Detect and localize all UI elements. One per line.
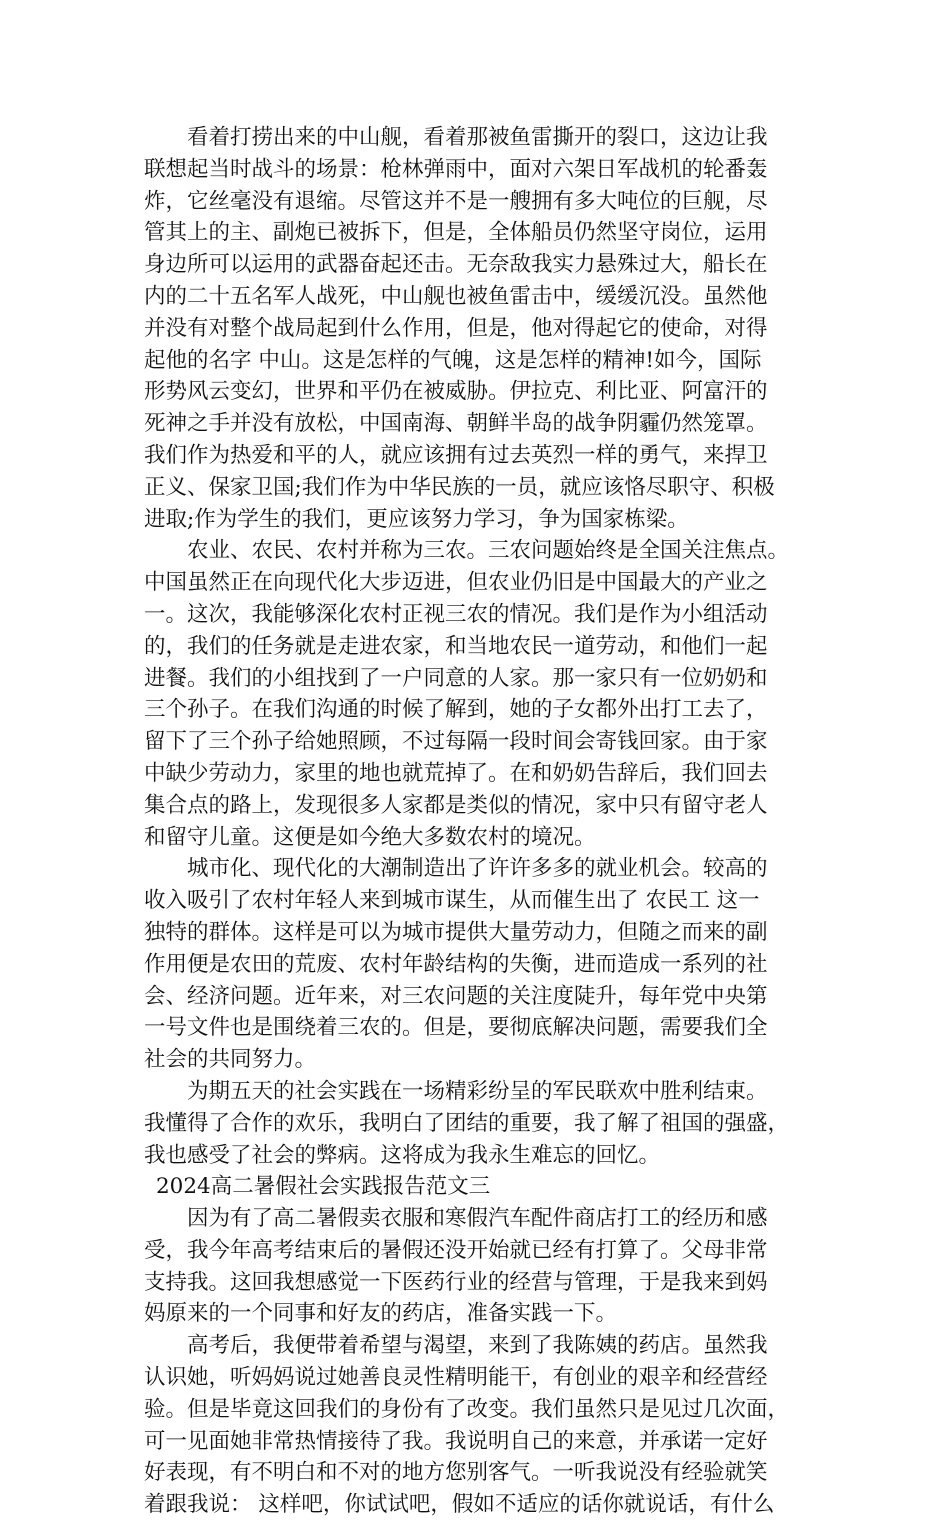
- paragraph-line: 中国虽然正在向现代化大步迈进，但农业仍旧是中国最大的产业之: [144, 570, 768, 596]
- paragraph-line: 看着打捞出来的中山舰，看着那被鱼雷撕开的裂口，这边让我: [187, 125, 768, 150]
- paragraph-line: 社会的共同努力。: [144, 1047, 317, 1073]
- paragraph-line: 留下了三个孙子给她照顾，不过每隔一段时间会寄钱回家。由于家: [144, 729, 768, 755]
- paragraph-line: 中缺少劳动力，家里的地也就荒掉了。在和奶奶告辞后，我们回去: [144, 760, 768, 786]
- paragraph-line: 起他的名字 中山。这是怎样的气魄，这是怎样的精神!如今，国际: [144, 347, 762, 373]
- paragraph-line: 作用便是农田的荒废、农村年龄结构的失衡，进而造成一系列的社: [144, 951, 768, 977]
- paragraph-line: 因为有了高二暑假卖衣服和寒假汽车配件商店打工的经历和感: [187, 1206, 768, 1232]
- paragraph-line: 死神之手并没有放松，中国南海、朝鲜半岛的战争阴霾仍然笼罩。: [144, 411, 768, 437]
- body-text: [144, 122, 814, 1521]
- paragraph-line: 三个孙子。在我们沟通的时候了解到，她的子女都外出打工去了，: [144, 697, 768, 723]
- paragraph-line: 进取;作为学生的我们，更应该努力学习，争为国家栋梁。: [144, 506, 689, 532]
- paragraph-line: 集合点的路上，发现很多人家都是类似的情况，家中只有留守老人: [144, 792, 768, 818]
- paragraph-line: 身边所可以运用的武器奋起还击。无奈敌我实力悬殊过大，船长在: [144, 252, 768, 278]
- paragraph-line: 内的二十五名军人战死，中山舰也被鱼雷击中，缓缓沉没。虽然他: [144, 283, 768, 309]
- paragraph-line: 验。但是毕竟这回我们的身份有了改变。我们虽然只是见过几次面，: [144, 1396, 790, 1422]
- paragraph-line: 一。这次，我能够深化农村正视三农的情况。我们是作为小组活动: [144, 601, 768, 627]
- paragraph-line: 一号文件也是围绕着三农的。但是，要彻底解决问题，需要我们全: [144, 1015, 768, 1041]
- paragraph-line: 的，我们的任务就是走进农家，和当地农民一道劳动，和他们一起: [144, 633, 768, 659]
- paragraph-line: 管其上的主、副炮已被拆下，但是，全体船员仍然坚守岗位，运用: [144, 220, 768, 246]
- paragraph-line: 认识她，听妈妈说过她善良灵性精明能干，有创业的艰辛和经营经: [144, 1365, 768, 1391]
- paragraph-line: 可一见面她非常热情接待了我。我说明自己的来意，并承诺一定好: [144, 1428, 768, 1454]
- paragraph-line: 联想起当时战斗的场景：枪林弹雨中，面对六架日军战机的轮番轰: [144, 156, 768, 182]
- paragraph-line: 和留守儿童。这便是如今绝大多数农村的境况。: [144, 824, 596, 850]
- paragraph-line: 农业、农民、农村并称为三农。三农问题始终是全国关注焦点。: [187, 538, 790, 564]
- paragraph-line: 我懂得了合作的欢乐，我明白了团结的重要，我了解了祖国的强盛，: [144, 1110, 790, 1136]
- paragraph-line: 支持我。这回我想感觉一下医药行业的经营与管理，于是我来到妈: [144, 1269, 768, 1295]
- paragraph-line: 受，我今年高考结束后的暑假还没开始就已经有打算了。父母非常: [144, 1237, 768, 1263]
- paragraph-line: 我们作为热爱和平的人，就应该拥有过去英烈一样的勇气，来捍卫: [144, 442, 768, 468]
- paragraph-line: 收入吸引了农村年轻人来到城市谋生，从而催生出了 农民工 这一: [144, 888, 760, 914]
- paragraph-line: 并没有对整个战局起到什么作用，但是，他对得起它的使命，对得: [144, 315, 768, 341]
- section-heading: 2024高二暑假社会实践报告范文三: [156, 1174, 491, 1200]
- paragraph-line: 会、经济问题。近年来，对三农问题的关注度陡升，每年党中央第: [144, 983, 768, 1009]
- paragraph-line: 妈原来的一个同事和好友的药店，准备实践一下。: [144, 1301, 618, 1327]
- paragraph-line: 着跟我说： 这样吧，你试试吧，假如不适应的话你就说话，有什么: [144, 1492, 775, 1518]
- paragraph-line: 独特的群体。这样是可以为城市提供大量劳动力，但随之而来的副: [144, 919, 768, 945]
- paragraph-line: 高考后，我便带着希望与渴望，来到了我陈姨的药店。虽然我: [187, 1333, 768, 1359]
- paragraph-line: 为期五天的社会实践在一场精彩纷呈的军民联欢中胜利结束。: [187, 1078, 768, 1104]
- paragraph-line: 形势风云变幻，世界和平仍在被威胁。伊拉克、利比亚、阿富汗的: [144, 379, 768, 405]
- paragraph-line: 炸，它丝毫没有退缩。尽管这并不是一艘拥有多大吨位的巨舰，尽: [144, 188, 768, 214]
- paragraph-line: 我也感受了社会的弊病。这将成为我永生难忘的回忆。: [144, 1142, 661, 1168]
- paragraph-line: 正义、保家卫国;我们作为中华民族的一员，就应该恪尽职守、积极: [144, 474, 775, 500]
- paragraph-line: 城市化、现代化的大潮制造出了许许多多的就业机会。较高的: [187, 856, 768, 882]
- paragraph-line: 进餐。我们的小组找到了一户同意的人家。那一家只有一位奶奶和: [144, 665, 768, 691]
- paragraph-line: 好表现，有不明白和不对的地方您别客气。一听我说没有经验就笑: [144, 1460, 768, 1486]
